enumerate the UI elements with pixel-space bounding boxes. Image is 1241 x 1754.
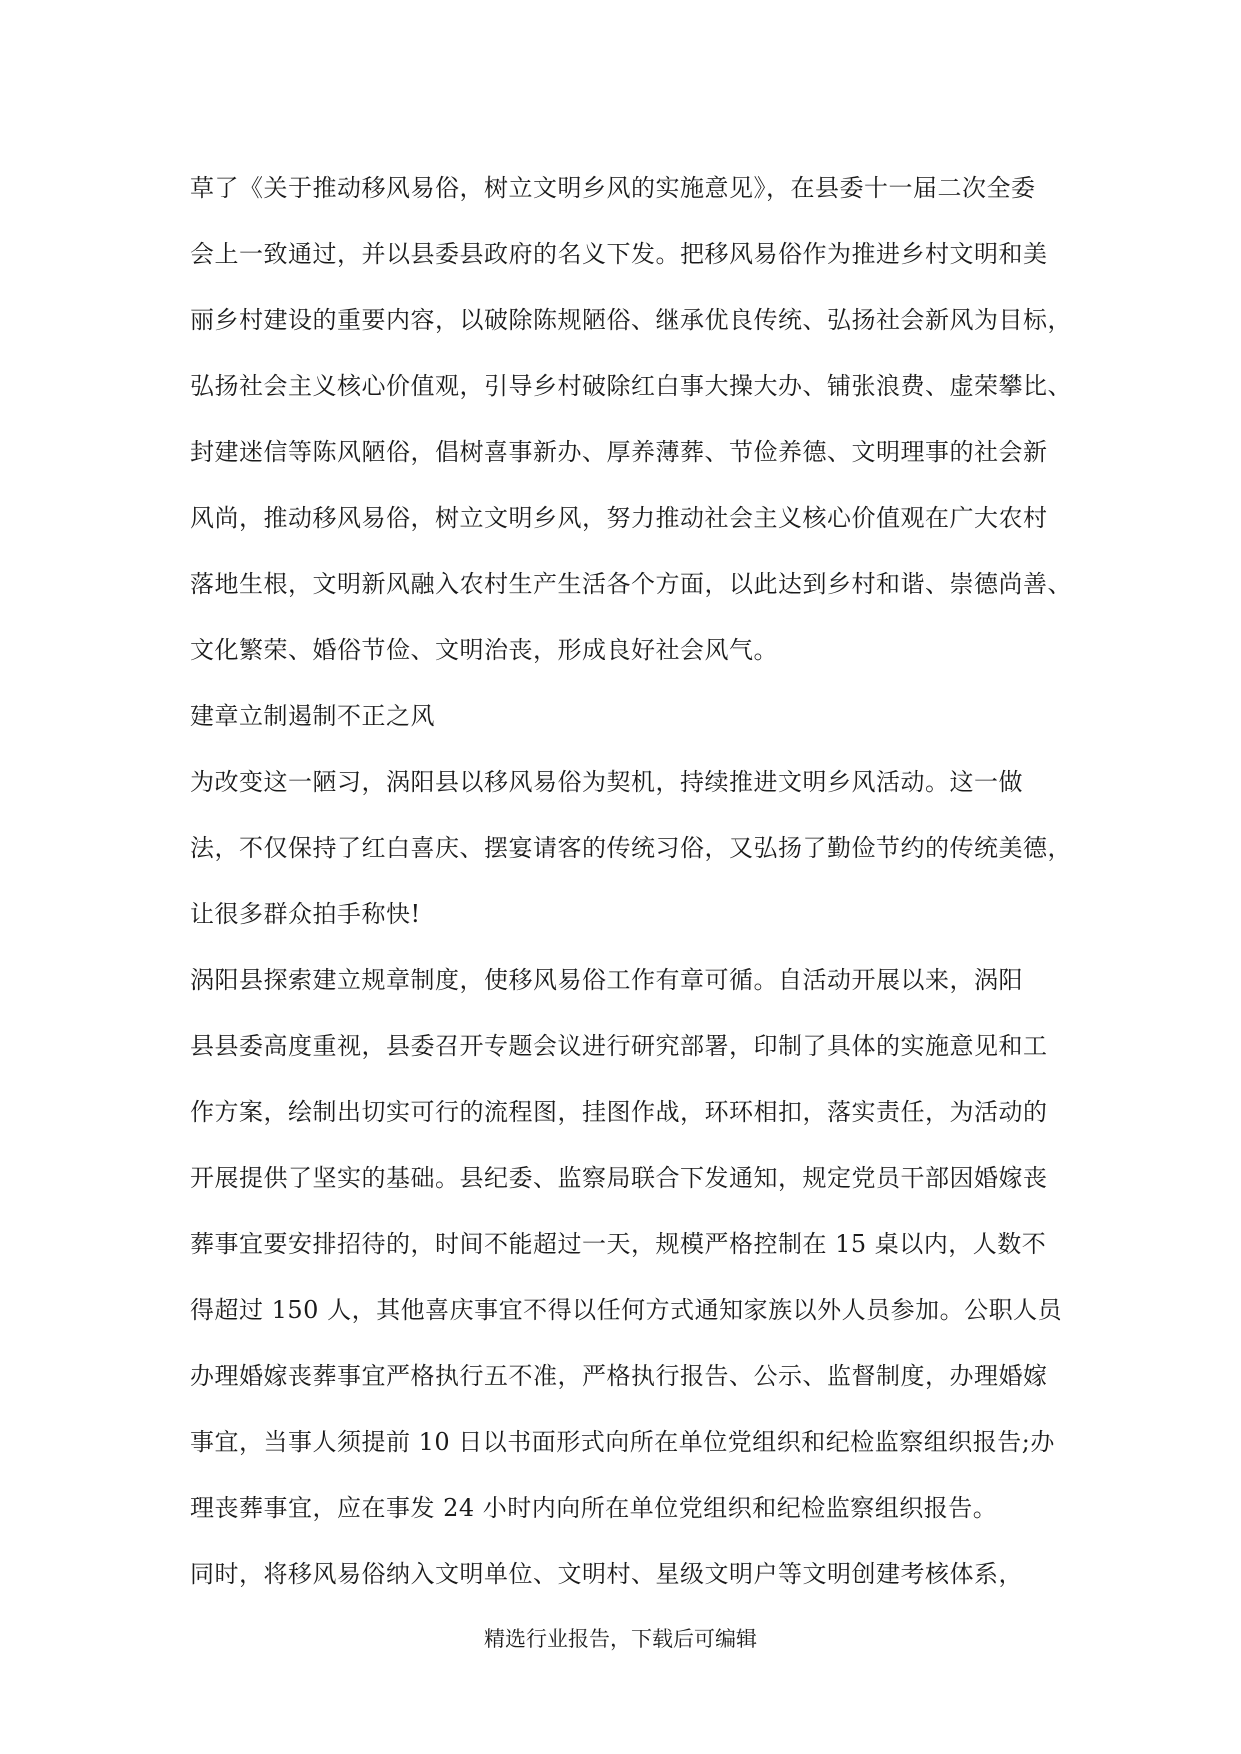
text-line: 让很多群众拍手称快! (190, 900, 421, 928)
text-line: 县县委高度重视，县委召开专题会议进行研究部署，印制了具体的实施意见和工 (190, 1032, 1048, 1060)
text-line: 草了《关于推动移风易俗，树立文明乡风的实施意见》，在县委十一届二次全委 (190, 174, 1036, 202)
text-line: 法，不仅保持了红白喜庆、摆宴请客的传统习俗，又弘扬了勤俭节约的传统美德， (190, 834, 1072, 862)
body-text (190, 155, 1090, 1607)
text-line: 弘扬社会主义核心价值观，引导乡村破除红白事大操大办、铺张浪费、虚荣攀比、 (190, 372, 1072, 400)
text-line: 事宜，当事人须提前 10 日以书面形式向所在单位党组织和纪检监察组织报告;办 (190, 1428, 1055, 1456)
text-line: 葬事宜要安排招待的，时间不能超过一天，规模严格控制在 15 桌以内，人数不 (190, 1230, 1047, 1258)
text-line: 涡阳县探索建立规章制度，使移风易俗工作有章可循。自活动开展以来，涡阳 (190, 966, 1023, 994)
text-line: 风尚，推动移风易俗，树立文明乡风，努力推动社会主义核心价值观在广大农村 (190, 504, 1048, 532)
text-line: 封建迷信等陈风陋俗，倡树喜事新办、厚养薄葬、节俭养德、文明理事的社会新 (190, 438, 1048, 466)
text-line: 丽乡村建设的重要内容，以破除陈规陋俗、继承优良传统、弘扬社会新风为目标， (190, 306, 1072, 334)
text-line: 作方案，绘制出切实可行的流程图，挂图作战，环环相扣，落实责任，为活动的 (190, 1098, 1048, 1126)
text-line: 开展提供了坚实的基础。县纪委、监察局联合下发通知，规定党员干部因婚嫁丧 (190, 1164, 1048, 1192)
page-footer: 精选行业报告，下载后可编辑 (484, 1627, 757, 1651)
text-line: 办理婚嫁丧葬事宜严格执行五不准，严格执行报告、公示、监督制度，办理婚嫁 (190, 1362, 1048, 1390)
text-line: 为改变这一陋习，涡阳县以移风易俗为契机，持续推进文明乡风活动。这一做 (190, 768, 1023, 796)
text-line: 会上一致通过，并以县委县政府的名义下发。把移风易俗作为推进乡村文明和美 (190, 240, 1048, 268)
section-heading: 建章立制遏制不正之风 (190, 702, 435, 730)
text-line: 文化繁荣、婚俗节俭、文明治丧，形成良好社会风气。 (190, 636, 778, 664)
text-line: 理丧葬事宜，应在事发 24 小时内向所在单位党组织和纪检监察组织报告。 (190, 1494, 998, 1522)
text-line: 得超过 150 人，其他喜庆事宜不得以任何方式通知家族以外人员参加。公职人员 (190, 1296, 1063, 1324)
text-line: 同时，将移风易俗纳入文明单位、文明村、星级文明户等文明创建考核体系， (190, 1560, 1023, 1588)
text-line: 落地生根，文明新风融入农村生产生活各个方面，以此达到乡村和谐、崇德尚善、 (190, 570, 1072, 598)
